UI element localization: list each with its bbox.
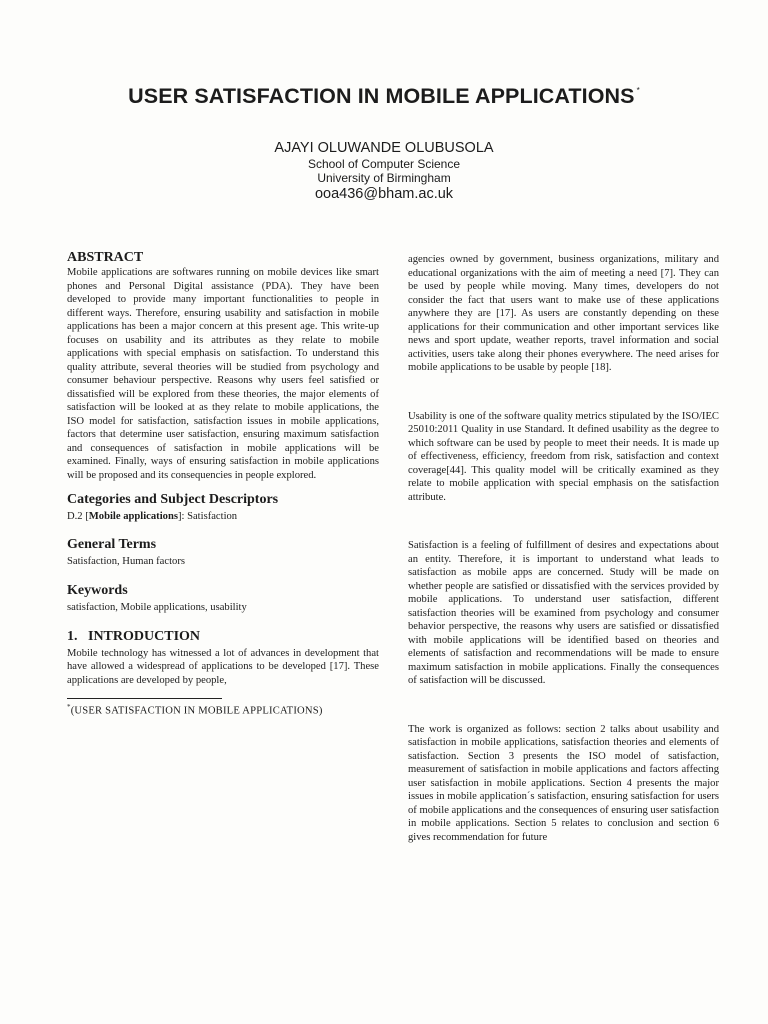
left-column xyxy=(67,250,379,718)
title-text: USER SATISFACTION IN MOBILE APPLICATIONS xyxy=(128,84,635,108)
keywords-text: satisfaction, Mobile applications, usability xyxy=(67,602,247,613)
footnote-rule xyxy=(67,698,222,699)
title-footnote-mark: * xyxy=(636,86,640,95)
categories-heading: Categories and Subject Descriptors xyxy=(67,492,279,507)
categories-bold: Mobile applications xyxy=(88,511,178,522)
right-paragraph-3: Satisfaction is a feeling of fulfillment of desires and expectations about an entity. Therefore, it is important to understand what leads to satisfaction as mobile apps are concerned. Study will be made on whether people are satisfied or dissatisfied with the services provided by mobile applications. To understand user satisfaction, different satisfaction theories will be examined from psychology and consumer behavior perspective, the reasons why users are satisfied or dissatisfied with mobile applications will be identified based on theories and elements of satisfaction and recommendations will be made to ensure maximum satisfaction in mobile applications. Finally the consequences of satisfaction will be discussed. xyxy=(408,540,719,686)
general-terms-text: Satisfaction, Human factors xyxy=(67,555,185,567)
categories-section xyxy=(67,492,379,524)
author-email[interactable]: ooa436@bham.ac.uk xyxy=(314,186,454,202)
abstract-section xyxy=(67,250,379,482)
footnote-text: (USER SATISFACTION IN MOBILE APPLICATIONS) xyxy=(70,705,323,717)
footnote xyxy=(67,701,379,718)
keywords-heading: Keywords xyxy=(67,583,128,598)
abstract-heading: ABSTRACT xyxy=(67,250,144,265)
general-terms-heading: General Terms xyxy=(67,536,157,552)
categories-rest: ]: Satisfaction xyxy=(177,511,238,522)
author-block xyxy=(0,139,768,203)
right-paragraph-2: Usability is one of the software quality metrics stipulated by the ISO/IEC 25010:2011 Quality in use Standard. It defined usability as the degree to which software can be used by people to meet their needs. It is made up of effectiveness, efficiency, freedom from risk, satisfaction and context coverage[44]. This quality model will be critically examined as they relate to mobile application with special emphasis on the satisfaction attribute. xyxy=(408,410,719,503)
introduction-heading: 1. INTRODUCTION xyxy=(67,628,201,644)
categories-code: D.2 [ xyxy=(67,511,89,522)
author-name: AJAYI OLUWANDE OLUBUSOLA xyxy=(274,140,494,156)
paper-title xyxy=(0,84,768,109)
right-paragraph-1: agencies owned by government, business organizations, military and educational organizations with the aim of meeting a need [7]. They can be used by people while moving. Many times, developers do not consider the fact that users want to make use of these applications anywhere they are [17]. As users are constantly depending on these applications for their communication and other important services like news and sport update, weather reports, travel information and social activities, users take along their phones everywhere. The need arises for mobile applications to be usable by people [18]. xyxy=(408,254,719,373)
general-terms-section xyxy=(67,537,379,569)
keywords-section xyxy=(67,583,379,615)
right-paragraph-4: The work is organized as follows: section 2 talks about usability and satisfaction in mobile applications, satisfaction theories and elements of satisfaction. Section 3 presents the ISO model of satisfaction, measurement of satisfaction in mobile applications and factors affecting user satisfaction in mobile applications. Section 4 presents the major issues in mobile application´s satisfaction, ensuring satisfaction for users of mobile applications and the consequences of ensuring user satisfaction in mobile applications. Section 5 relates to conclusion and section 6 gives recommendation for future xyxy=(408,723,719,843)
abstract-text: Mobile applications are softwares running on mobile devices like smart phones and Personal Digital assistance (PDA). They have been developed to provide many important functionalities to people in different ways. Therefore, ensuring usability and satisfaction in mobile applications has been a major concern at this present age. This write-up focuses on usability and its attributes as they relate to mobile applications with special emphasis on satisfaction. To understand this quality attribute, several theories will be studied from psychology and consumer behaviour perspective. Reasons why users feel satisfied or dissatisfied will be explored from these theories, the major elements of satisfaction will be looked at as they relate to mobile applications, the ISO model for satisfaction, satisfaction issues in mobile applications, factors that determine user satisfaction, ensuring maximum satisfaction and consequences of satisfaction in mobile applications will be examined. Finally, ways of ensuring satisfaction in mobile applications will be proposed and its consequencies in people explored. xyxy=(67,267,379,481)
footnote-mark: * xyxy=(67,703,71,711)
author-school: School of Computer Science xyxy=(307,157,461,171)
introduction-text: Mobile technology has witnessed a lot of advances in development that have allowed a widespread of applications to be developed [17]. These applications are developed by people, xyxy=(67,647,379,686)
right-column xyxy=(408,253,719,879)
introduction-section xyxy=(67,629,379,688)
categories-text xyxy=(67,510,379,524)
author-university: University of Birmingham xyxy=(317,171,451,185)
